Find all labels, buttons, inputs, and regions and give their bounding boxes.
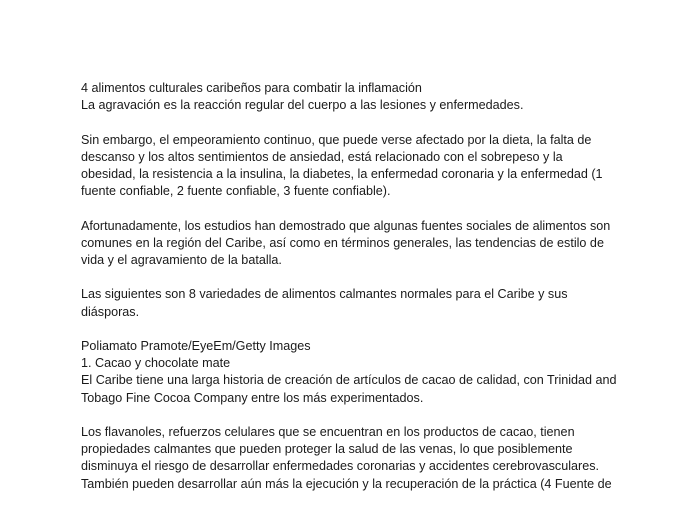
intro-paragraph xyxy=(81,97,621,114)
paragraph-5 xyxy=(81,424,621,493)
image-credit xyxy=(81,338,621,355)
paragraph-3 xyxy=(81,286,621,320)
paragraph-4 xyxy=(81,372,621,406)
title-line: 4 alimentos culturales caribeños para combatir la inflamación xyxy=(81,81,422,95)
section-heading-line: 1. Cacao y chocolate mate xyxy=(81,356,231,371)
paragraph-1-line: obesidad, la resistencia a la insulina, la diabetes, la enfermedad coronaria y la enfermedad (1 xyxy=(81,167,603,181)
paragraph-4-line: El Caribe tiene una larga historia de creación de artículos de cacao de calidad, con Trinidad and xyxy=(81,373,617,388)
paragraph-1-line: fuente confiable, 2 fuente confiable, 3 fuente confiable). xyxy=(81,184,391,199)
paragraph-2-line: comunes en la región del Caribe, así como en términos generales, las tendencias de estilo de xyxy=(81,235,604,250)
paragraph-1-line: Sin embargo, el empeoramiento continuo, que puede verse afectado por la dieta, la falta de xyxy=(81,132,592,147)
paragraph-4-line: Tobago Fine Cocoa Company entre los más experimentados. xyxy=(81,390,424,405)
paragraph-2-line: Afortunadamente, los estudios han demostrado que algunas fuentes sociales de alimentos son xyxy=(81,218,611,233)
section-heading xyxy=(81,355,621,372)
paragraph-1-line: descanso y los altos sentimientos de ansiedad, está relacionado con el sobrepeso y la xyxy=(81,149,563,164)
paragraph-1 xyxy=(81,132,621,201)
paragraph-3-line: diásporas. xyxy=(81,304,140,319)
document-body xyxy=(81,80,621,510)
intro-line: La agravación es la reacción regular del cuerpo a las lesiones y enfermedades. xyxy=(81,98,524,113)
paragraph-5-line: disminuya el riesgo de desarrollar enfermedades coronarias y accidentes cerebrovasculares. xyxy=(81,459,600,474)
paragraph-5-line: También pueden desarrollar aún más la ejecución y la recuperación de la práctica (4 Fuente de xyxy=(81,476,612,491)
paragraph-2-line: vida y el agravamiento de la batalla. xyxy=(81,253,282,267)
image-credit-line: Poliamato Pramote/EyeEm/Getty Images xyxy=(81,338,311,353)
paragraph-2 xyxy=(81,218,621,270)
paragraph-5-line: propiedades calmantes que pueden proteger la salud de las venas, lo que posiblemente xyxy=(81,442,573,457)
document-title xyxy=(81,80,621,97)
paragraph-5-line: Los flavanoles, refuerzos celulares que se encuentran en los productos de cacao, tienen xyxy=(81,424,575,439)
paragraph-3-line: Las siguientes son 8 variedades de alimentos calmantes normales para el Caribe y sus xyxy=(81,287,568,302)
